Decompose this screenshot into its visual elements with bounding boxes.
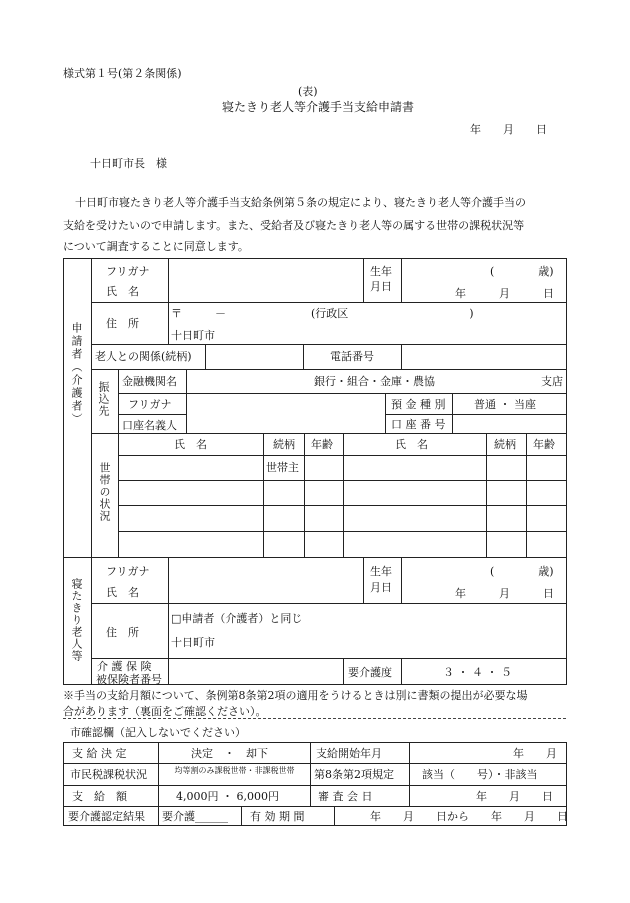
article-8-value: 該当（ 号）・非該当	[422, 768, 538, 781]
ward-field[interactable]: (行政区 )	[311, 307, 474, 320]
elderly-side-label: 寝たきり老人等	[70, 578, 83, 662]
elderly-birth-label: 生年	[370, 565, 392, 578]
account-holder-input[interactable]	[187, 394, 385, 433]
same-as-applicant-checkbox[interactable]: □申請者（介護者）と同じ	[171, 612, 303, 625]
addressee: 十日町市長 様	[90, 157, 167, 170]
applicant-address-label: 住 所	[106, 317, 139, 330]
household-col-name-2: 氏 名	[395, 438, 428, 451]
body-text-line-3: について調査することに同意します。	[63, 240, 249, 253]
date-field[interactable]: 年 月 日	[470, 123, 547, 136]
review-date-value: 年 月 日	[476, 790, 553, 803]
applicant-birth-label-2: 月日	[370, 280, 392, 293]
household-col-name: 氏 名	[174, 438, 207, 451]
account-furigana-label: フリガナ	[128, 398, 172, 411]
relation-input[interactable]	[206, 345, 303, 369]
account-number-label: 口 座 番 号	[391, 418, 446, 431]
account-number-input[interactable]	[453, 415, 566, 433]
note-line-2: 合があります（裏面をご確認ください）。	[63, 705, 267, 718]
certification-value: 要介護______	[162, 810, 228, 823]
applicant-furigana-label: フリガナ	[106, 265, 150, 278]
applicant-city: 十日町市	[171, 329, 215, 342]
applicant-name-label: 氏 名	[106, 285, 139, 298]
care-level-label: 要介護度	[348, 666, 392, 679]
validity-value: 年 月 日から 年 月 日	[370, 810, 568, 823]
bank-type-options[interactable]: 銀行・組合・金庫・農協	[314, 375, 435, 388]
body-text-line-2: 支給を受けたいので申請します。また、受給者及び寝たきり老人等の属する世帯の課税状況等	[63, 219, 525, 232]
phone-input[interactable]	[402, 345, 566, 369]
city-section-title: 市確認欄（記入しないでください）	[70, 726, 246, 739]
amount-value: 4,000円 ・ 6,000円	[176, 790, 279, 803]
elderly-city: 十日町市	[171, 636, 215, 649]
article-8-label: 第8条第2項規定	[314, 768, 394, 781]
review-date-label: 審 査 会 日	[318, 790, 373, 803]
page-title: 寝たきり老人等介護手当支給申請書	[222, 100, 415, 114]
household-col-age-2: 年齢	[533, 438, 555, 451]
elderly-furigana-label: フリガナ	[106, 565, 150, 578]
account-holder-label: 口座名義人	[122, 419, 177, 432]
decision-value: 決定 ・ 却下	[191, 747, 268, 760]
tax-status-value: 均等割のみ課税世帯・非課税世帯	[174, 766, 295, 775]
note-line-1: ※手当の支給月額について、条例第8条第2項の適用をうけるときは別に書類の提出が必要な場	[63, 689, 528, 702]
household-col-age: 年齢	[311, 438, 333, 451]
care-level-options[interactable]: ３ ・ ４ ・ ５	[443, 666, 512, 679]
elderly-name-label: 氏 名	[106, 586, 139, 599]
form-number: 様式第１号(第２条関係)	[63, 67, 182, 80]
bank-name-label: 金融機関名	[122, 375, 177, 388]
body-text-line-1: 十日町市寝たきり老人等介護手当支給条例第５条の規定により、寝たきり老人等介護手当の	[75, 196, 526, 209]
deposit-type-options[interactable]: 普通 ・ 当座	[474, 398, 536, 411]
household-label: 世帯の状況	[98, 462, 111, 522]
decision-label: 支 給 決 定	[72, 747, 127, 760]
elderly-age-field[interactable]: ( 歳)	[490, 565, 554, 578]
phone-label: 電話番号	[330, 350, 374, 363]
applicant-name-input[interactable]	[169, 259, 363, 302]
start-month-value: 年 月	[513, 747, 557, 760]
amount-label: 支 給 額	[72, 790, 127, 803]
head-of-household: 世帯主	[266, 461, 299, 474]
transfer-label: 振込先	[97, 381, 110, 417]
validity-label: 有 効 期 間	[250, 810, 305, 823]
postal-code-field[interactable]: 〒 －	[171, 307, 226, 320]
start-month-label: 支給開始年月	[316, 747, 382, 760]
applicant-birth-date-field[interactable]: 年 月 日	[455, 287, 554, 300]
elderly-birth-date-field[interactable]: 年 月 日	[455, 587, 554, 600]
branch-label: 支店	[541, 375, 563, 388]
elderly-name-input[interactable]	[169, 558, 363, 603]
deposit-type-label: 預 金 種 別	[391, 398, 446, 411]
elderly-birth-label-2: 月日	[370, 581, 392, 594]
applicant-birth-label: 生年	[370, 265, 392, 278]
front-side-label: (表)	[298, 85, 318, 98]
applicant-side-label: 申請者（介護者）	[70, 322, 83, 426]
tax-status-label: 市民税課税状況	[70, 768, 147, 781]
household-col-relation-2: 続柄	[494, 438, 516, 451]
insurance-label-1: 介 護 保 険	[97, 660, 152, 673]
certification-label: 要介護認定結果	[68, 810, 145, 823]
insurance-label-2: 被保険者番号	[96, 673, 162, 686]
elderly-address-label: 住 所	[106, 626, 139, 639]
relation-label: 老人との関係(続柄)	[95, 350, 192, 363]
insurance-number-input[interactable]	[169, 659, 343, 685]
household-col-relation: 続柄	[273, 438, 295, 451]
applicant-age-field[interactable]: ( 歳)	[490, 265, 554, 278]
